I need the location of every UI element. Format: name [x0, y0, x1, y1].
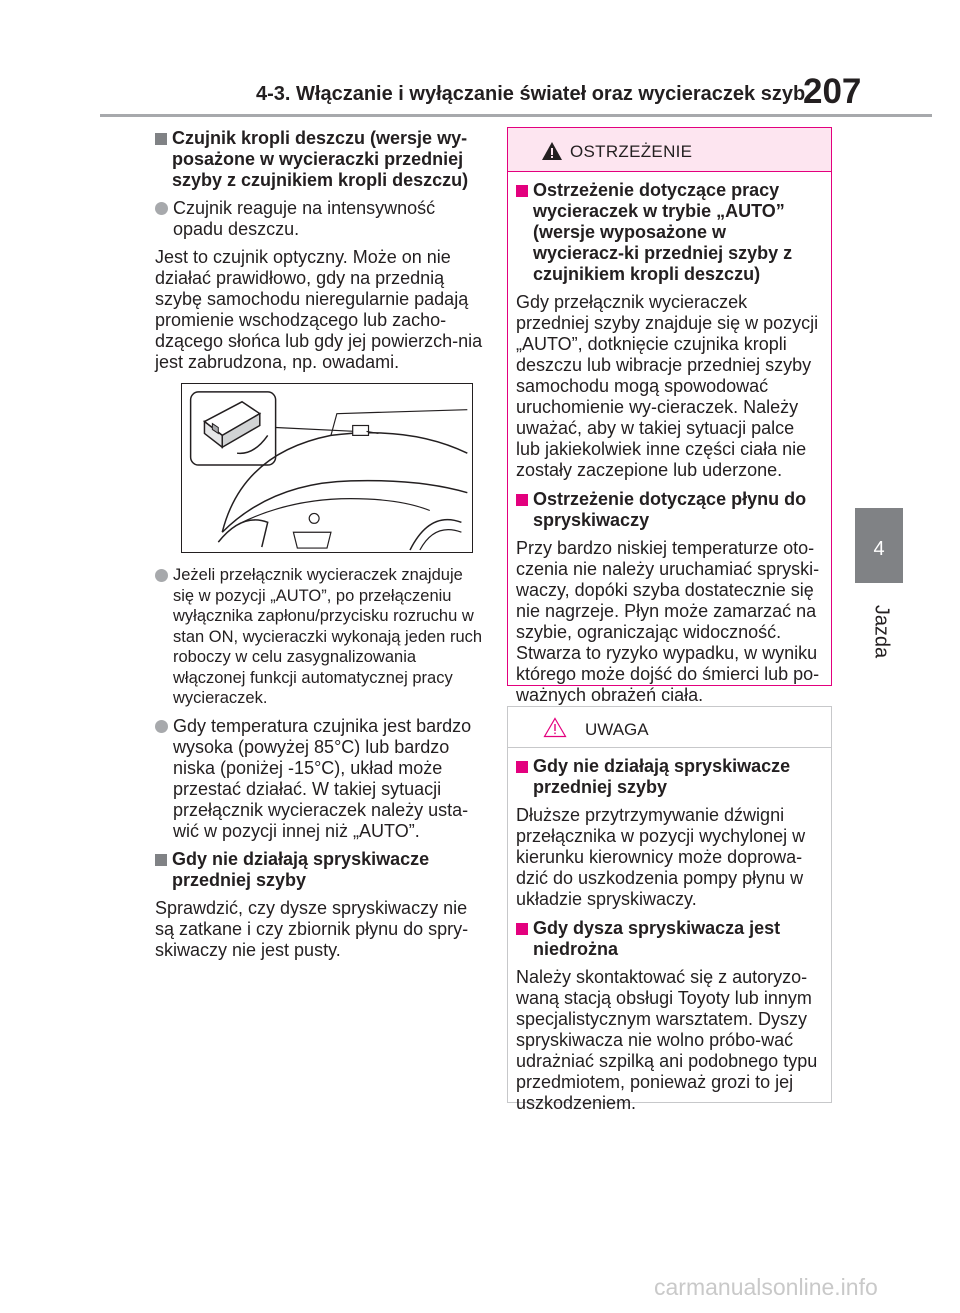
paragraph-check-nozzles: Sprawdzić, czy dysze spryskiwaczy nie są zatkane i czy zbiornik płynu do spry-skiwaczy nie jest pusty.	[155, 897, 469, 960]
warning-body	[508, 172, 831, 706]
warning-section-fluid-title: Ostrzeżenie dotyczące płynu do spryskiwaczy	[516, 489, 821, 531]
left-column	[155, 128, 487, 969]
chapter-tab: 4	[855, 508, 903, 583]
notice-triangle-icon	[543, 717, 567, 738]
section-title-rain-sensor: Czujnik kropli deszczu (wersje wy-posażone w wycieraczki przedniej szyby z czujnikiem kropli deszczu)	[155, 128, 487, 191]
warning-header	[508, 128, 831, 172]
notice-section-washers-title: Gdy nie działają spryskiwacze przedniej szyby	[516, 756, 821, 798]
chapter-tab-label	[866, 590, 892, 680]
notice-header	[508, 707, 831, 748]
section-title-washers: Gdy nie działają spryskiwacze przedniej szyby	[155, 849, 487, 891]
notice-section-washers-text: Dłuższe przytrzymywanie dźwigni przełącznika w pozycji wychylonej w kierunku kierownicy może doprowa-dzić do uszkodzenia pompy płynu w układzie spryskiwaczy.	[516, 805, 806, 909]
warning-box	[507, 127, 832, 705]
bullet-auto-mode: Jeżeli przełącznik wycieraczek znajduje się w pozycji „AUTO”, po przełączeniu wyłącznika zapłonu/przycisku rozruchu w stan ON, wycieraczki wykonają jeden ruch roboczy w celu zasygnalizowania włączonej funkcji automatycznej pracy wycieraczek.	[155, 565, 487, 709]
watermark: carmanualsonline.info	[654, 1274, 878, 1300]
notice-title: UWAGA	[585, 720, 649, 739]
warning-section-auto-title: Ostrzeżenie dotyczące pracy wycieraczek w trybie „AUTO” (wersje wyposażone w wycieracz-ki przedniej szyby z czujnikiem kropli deszczu)	[516, 180, 821, 285]
paragraph-optical-sensor: Jest to czujnik optyczny. Może on nie działać prawidłowo, gdy na przednią szybę samochodu nieregularnie padają promienie wschodzącego lub zacho-dzącego słońca lub gdy jej powierzch-nia jest zabrudzona, np. owadami.	[155, 247, 483, 372]
warning-section-fluid-text: Przy bardzo niskiej temperaturze oto-czenia nie należy uruchamiać spryski-waczy, dopóki szyba dostatecznie się nie nagrzeje. Płyn może zamarzać na szybie, ograniczając widoczność. Stwarza to ryzyko wypadku, w wyniku którego może dojść do śmierci lub po-ważnych obrażeń ciała.	[516, 538, 820, 705]
notice-body	[508, 748, 831, 1114]
warning-title: OSTRZEŻENIE	[570, 142, 693, 161]
bullet-rain-intensity: Czujnik reaguje na intensywność opadu deszczu.	[155, 198, 487, 240]
car-windshield-sensor-drawing	[182, 384, 472, 552]
bullet-temperature: Gdy temperatura czujnika jest bardzo wysoka (powyżej 85°C) lub bardzo niska (poniżej -15°C), układ może przestać działać. W takiej sytuacji przełącznik wycieraczek należy usta-wić w pozycji innej niż „AUTO”.	[155, 716, 487, 842]
rain-sensor-illustration	[181, 383, 473, 553]
chapter-title: 4-3. Włączanie i wyłączanie świateł oraz wycieraczek szyb	[256, 83, 806, 105]
header-divider	[100, 114, 932, 117]
chapter-tab-label-text: Jazda	[870, 604, 893, 659]
notice-box	[507, 706, 832, 1113]
notice-section-nozzle-title: Gdy dysza spryskiwacza jest niedrożna	[516, 918, 821, 960]
page-header	[0, 0, 960, 118]
warning-triangle-icon	[541, 141, 563, 161]
warning-section-auto-text: Gdy przełącznik wycieraczek przedniej szyby znajduje się w pozycji „AUTO”, dotknięcie czujnika kropli deszczu lub wibracje przedniej szyby samochodu mogą spowodować uruchomienie wy-cieraczek. Należy uważać, aby w takiej sytuacji palce lub jakiekolwiek inne części ciała nie zostały zaczepione lub uderzone.	[516, 292, 819, 480]
notice-section-nozzle-text: Należy skontaktować się z autoryzo-waną stacją obsługi Toyoty lub innym specjalistycznym warsztatem. Dyszy spryskiwacza nie wolno próbo-wać udrażniać szpilką ani podobnego typu przedmiotem, ponieważ grozi to jej uszkodzeniem.	[516, 967, 818, 1113]
page-number: 207	[803, 72, 862, 111]
